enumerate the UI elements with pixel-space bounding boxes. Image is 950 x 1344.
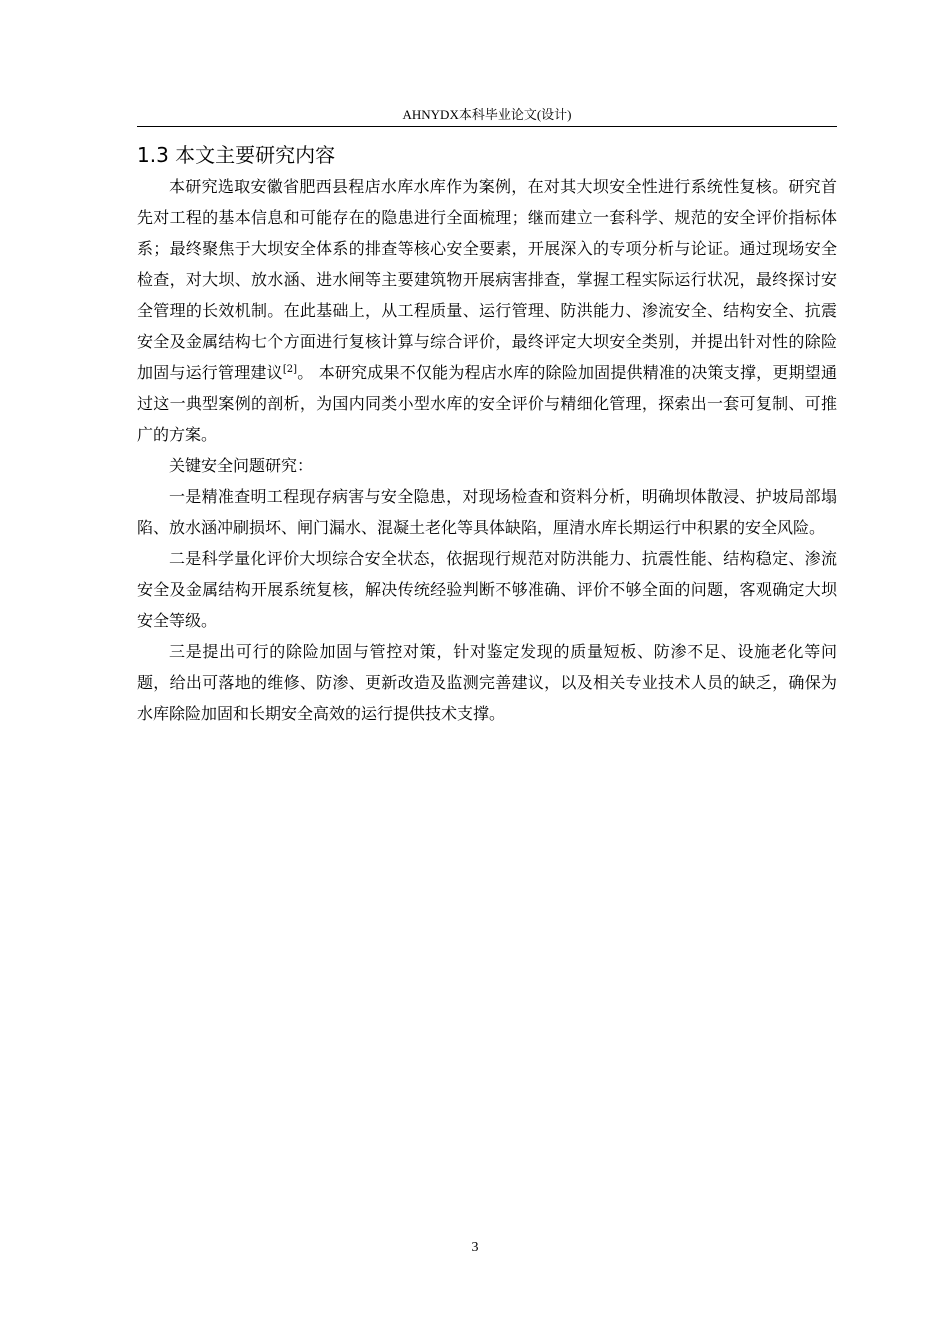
page-number: 3: [471, 1240, 479, 1255]
paragraph-intro-text-cont: 。 本研究成果不仅能为程店水库的除险加固提供精准的决策支撑，更期望通过这一典型案例的剖析，为国内同类小型水库的安全评价与精细化管理，探索出一套可复制、可推广的方案。: [137, 363, 837, 444]
body-text: [137, 171, 837, 729]
section-title: 1.3 本文主要研究内容: [137, 143, 336, 167]
paragraph-intro: [137, 171, 837, 450]
paragraph-intro-text: 本研究选取安徽省肥西县程店水库水库作为案例，在对其大坝安全性进行系统性复核。研究首先对工程的基本信息和可能存在的隐患进行全面梳理；继而建立一套科学、规范的安全评价指标体系；最终聚焦于大坝安全体系的排查等核心安全要素，开展深入的专项分析与论证。通过现场安全检查，对大坝、放水涵、进水闸等主要建筑物开展病害排查，掌握工程实际运行状况，最终探讨安全管理的长效机制。在此基础上，从工程质量、运行管理、防洪能力、渗流安全、结构安全、抗震安全及金属结构七个方面进行复核计算与综合评价，最终评定大坝安全类别，并提出针对性的除险加固与运行管理建议: [137, 177, 837, 382]
paragraph-point-3: 三是提出可行的除险加固与管控对策，针对鉴定发现的质量短板、防渗不足、设施老化等问题，给出可落地的维修、防渗、更新改造及监测完善建议，以及相关专业技术人员的缺乏，确保为水库除险加固和长期安全高效的运行提供技术支撑。: [137, 642, 837, 723]
page-header: [137, 104, 837, 127]
paragraph-key-heading: 关键安全问题研究：: [169, 456, 314, 475]
header-title: AHNYDX本科毕业论文(设计): [402, 107, 572, 122]
paragraph-point-2: 二是科学量化评价大坝综合安全状态，依据现行规范对防洪能力、抗震性能、结构稳定、渗流安全及金属结构开展系统复核，解决传统经验判断不够准确、评价不够全面的问题，客观确定大坝安全等级。: [137, 549, 837, 630]
paragraph-point-1: 一是精准查明工程现存病害与安全隐患，对现场检查和资料分析，明确坝体散浸、护坡局部塌陷、放水涵冲刷损坏、闸门漏水、混凝土老化等具体缺陷，厘清水库长期运行中积累的安全风险。: [137, 487, 837, 537]
citation-reference: [2]: [282, 364, 297, 375]
